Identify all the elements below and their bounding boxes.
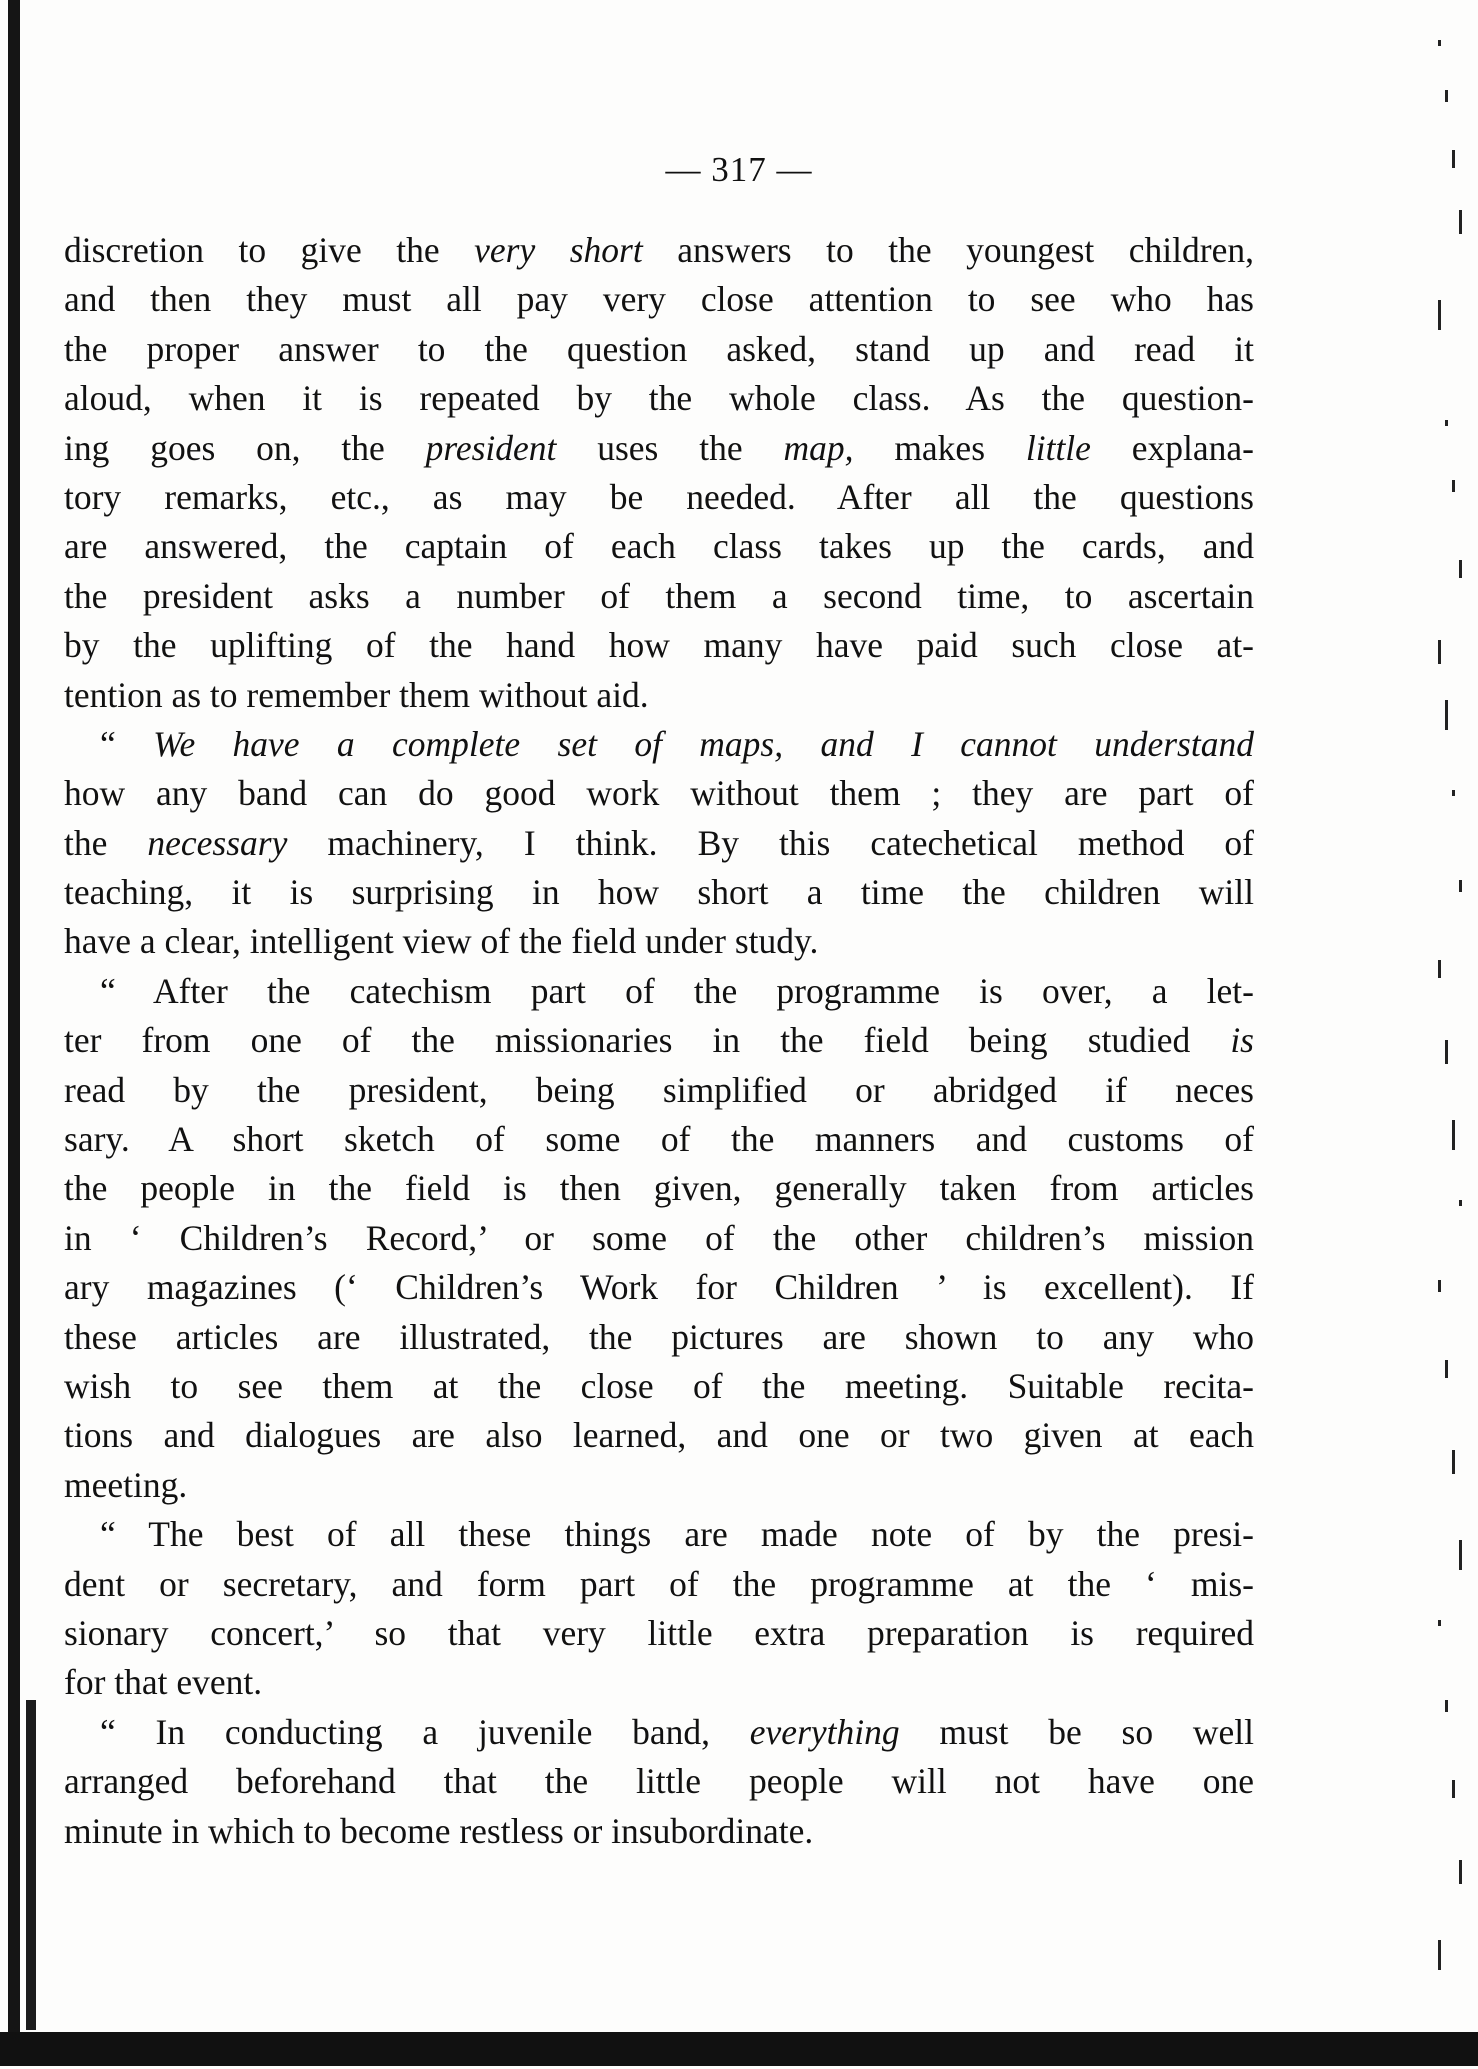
page-gutter-shadow (26, 1700, 36, 2030)
text-line (64, 621, 1254, 670)
paragraph (64, 1510, 1254, 1708)
page-number: — 317 — (665, 150, 813, 189)
text-line (64, 819, 1254, 868)
text-run: uses the (556, 427, 784, 468)
italic-run: president (425, 427, 557, 468)
text-line (64, 1362, 1254, 1411)
text-line (64, 671, 1254, 720)
text-run: meeting. (64, 1464, 188, 1505)
italic-run: necessary (147, 822, 288, 863)
scan-speck (1445, 420, 1448, 426)
text-run: tention as to remember them without aid. (64, 674, 649, 715)
text-run: sary. A short sketch of some of the manners and customs of (64, 1119, 1254, 1160)
text-line (64, 868, 1254, 917)
scan-speck (1438, 1620, 1441, 1626)
facing-page-edge (1418, 0, 1478, 2032)
text-run: dent or secretary, and form part of the programme at the ‘ mis- (64, 1563, 1254, 1604)
text-line (64, 1560, 1254, 1609)
paragraph (64, 720, 1254, 967)
text-run: have a clear, intelligent view of the field under study. (64, 921, 819, 962)
text-run: these articles are illustrated, the pictures are shown to any who (64, 1316, 1254, 1357)
text-run: are answered, the captain of each class takes up the cards, and (64, 526, 1254, 567)
scan-speck (1459, 1540, 1462, 1570)
scan-speck (1452, 790, 1455, 796)
scan-speck (1459, 1200, 1462, 1206)
paragraph (64, 226, 1254, 720)
text-run: how any band can do good work without them ; they are part of (64, 773, 1254, 814)
text-run: and then they must all pay very close attention to see who has (64, 279, 1254, 320)
text-run: explana- (1090, 427, 1254, 468)
text-line (64, 769, 1254, 818)
text-run: ing goes on, the (64, 427, 426, 468)
text-run: ary magazines (‘ Children’s Work for Children ’ is excellent). If (64, 1267, 1254, 1308)
text-run: aloud, when it is repeated by the whole class. As the question- (64, 378, 1254, 419)
text-line (64, 1016, 1254, 1065)
page-bottom-edge (0, 2032, 1478, 2066)
text-run: “ The best of all these things are made note of by the presi- (100, 1514, 1254, 1555)
italic-run: everything (749, 1711, 900, 1752)
text-run: wish to see them at the close of the meeting. Suitable recita- (64, 1365, 1254, 1406)
text-run: must be so well (899, 1711, 1255, 1752)
scan-speck (1445, 1700, 1448, 1712)
text-line (64, 522, 1254, 571)
text-run: “ In conducting a juvenile band, (100, 1711, 750, 1752)
text-line (64, 226, 1254, 275)
scan-speck (1452, 480, 1455, 492)
italic-run: very short (474, 230, 643, 270)
text-run: read by the president, being simplified or abridged if neces (64, 1069, 1254, 1110)
scan-speck (1452, 1120, 1455, 1150)
text-line (64, 1609, 1254, 1658)
text-run: the (64, 822, 148, 863)
scan-speck (1438, 1280, 1441, 1292)
text-line (64, 1461, 1254, 1510)
text-line (64, 1164, 1254, 1213)
text-run: sionary concert,’ so that very little extra preparation is required (64, 1612, 1254, 1653)
text-line (64, 572, 1254, 621)
text-line (64, 1510, 1254, 1559)
scan-speck (1445, 1360, 1448, 1378)
scan-speck (1445, 700, 1448, 730)
text-line (64, 473, 1254, 522)
text-line (64, 720, 1254, 769)
text-run: discretion to give the (64, 230, 475, 270)
text-line (64, 1658, 1254, 1707)
text-line (64, 1708, 1254, 1757)
scan-speck (1445, 90, 1448, 102)
text-line (64, 1214, 1254, 1263)
scan-speck (1459, 1860, 1462, 1884)
scan-speck (1438, 1940, 1441, 1970)
scan-speck (1438, 40, 1441, 46)
text-run: in ‘ Children’s Record,’ or some of the other children’s mission (64, 1217, 1254, 1258)
scan-speck (1452, 1780, 1455, 1798)
paragraph (64, 967, 1254, 1510)
text-run: “ After the catechism part of the programme is over, a let- (100, 970, 1254, 1011)
body-text (64, 226, 1254, 1856)
text-run: tory remarks, etc., as may be needed. After all the questions (64, 476, 1254, 517)
text-run: the people in the field is then given, generally taken from articles (64, 1168, 1254, 1209)
text-run: ter from one of the missionaries in the field being studied (64, 1020, 1231, 1061)
text-run: by the uplifting of the hand how many have paid such close at- (64, 625, 1254, 666)
text-line (64, 1411, 1254, 1460)
text-run: arranged beforehand that the little people will not have one (64, 1761, 1254, 1802)
text-line (64, 424, 1254, 473)
text-run: machinery, I think. By this catechetical method of (287, 822, 1254, 863)
text-line (64, 967, 1254, 1016)
text-run: makes (853, 427, 1026, 468)
text-line (64, 1066, 1254, 1115)
text-run: the president asks a number of them a second time, to ascertain (64, 575, 1254, 616)
text-line (64, 1115, 1254, 1164)
scan-speck (1459, 880, 1462, 892)
scan-speck (1459, 560, 1462, 578)
text-line (64, 1807, 1254, 1856)
text-run: for that event. (64, 1662, 263, 1703)
text-line (64, 1757, 1254, 1806)
text-line (64, 1263, 1254, 1312)
page-gutter-edge (8, 0, 20, 2035)
italic-run: little (1025, 427, 1091, 468)
scan-speck (1438, 300, 1441, 330)
text-line (64, 275, 1254, 324)
italic-run: We have a complete set of maps, and I cannot understand (153, 723, 1254, 764)
text-run: the proper answer to the question asked, stand up and read it (64, 328, 1254, 369)
paragraph (64, 1708, 1254, 1856)
text-line (64, 325, 1254, 374)
text-run: “ (100, 723, 154, 764)
scan-speck (1459, 210, 1462, 234)
text-run: tions and dialogues are also learned, and one or two given at each (64, 1415, 1254, 1456)
scan-speck (1445, 1040, 1448, 1064)
text-run: minute in which to become restless or insubordinate. (64, 1810, 814, 1851)
text-line (64, 917, 1254, 966)
text-line (64, 374, 1254, 423)
text-run: answers to the youngest children, (642, 230, 1254, 270)
scan-speck (1452, 1450, 1455, 1474)
italic-run: is (1230, 1020, 1254, 1061)
text-run: teaching, it is surprising in how short a time the children will (64, 872, 1254, 913)
scan-speck (1438, 960, 1441, 978)
italic-run: map, (783, 427, 854, 468)
text-line (64, 1313, 1254, 1362)
scan-speck (1438, 640, 1441, 664)
